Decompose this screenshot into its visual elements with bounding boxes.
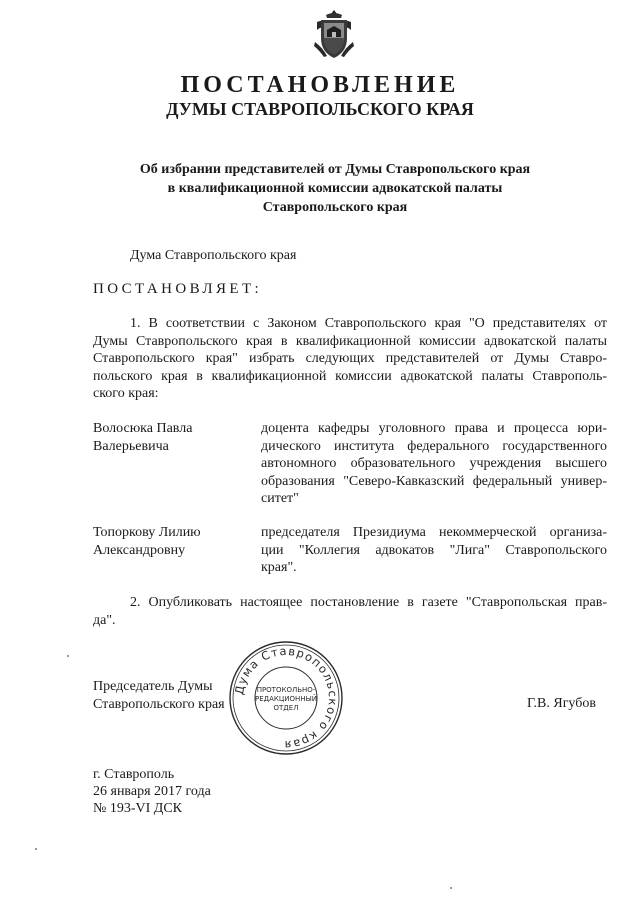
scan-speck [67,655,69,657]
paragraph-line: 2. Опубликовать настоящее постановление в газете "Ставропольская прав- [130,595,607,610]
name-line: Волосюка Павла [93,421,193,436]
stamp-center-line: ПРОТОКОЛЬНО- [256,686,316,694]
stamp-center-line: ОТДЕЛ [273,704,299,712]
representative-description [261,524,607,577]
stamp-ring-text: Дума Ставропольского края [231,643,341,753]
position-line: Председатель Думы [93,679,213,694]
paragraph-line: польского края в квалификационной комиссии адвокатской палаты Ставрополь- [93,368,607,384]
scan-speck [35,848,37,850]
name-line: Валерьевича [93,438,169,454]
description-line: ситет" [261,491,299,506]
paragraph-line: 1. В соответствии с Законом Ставропольского края "О представителях от [130,316,607,331]
paragraph-line: Ставропольского края" избрать следующих представителей от Думы Ставро- [93,351,607,366]
official-stamp [228,640,344,756]
name-line: Топоркову Лилию [93,525,201,540]
description-line: образования "Северо-Кавказский федеральный универ- [261,473,607,489]
scan-speck [450,887,452,889]
issue-date: 26 января 2017 года [93,784,211,799]
description-line: ции "Коллегия адвокатов "Лига" Ставропольского [261,542,607,558]
description-line: дического института федерального государственного [261,438,607,454]
signatory-name: Г.В. Ягубов [527,696,596,711]
subject-line: Ставропольского края [262,200,408,215]
document-subject [110,160,560,217]
decree-keyword: ПОСТАНОВЛЯЕТ: [93,281,263,297]
description-line: доцента кафедры уголовного права и процесса юри- [261,421,607,436]
issuing-body: Дума Ставропольского края [130,248,297,263]
subject-line: в квалификационной комиссии адвокатской палаты [167,181,503,196]
paragraph-line: ского края: [93,386,159,401]
coat-of-arms-icon [313,8,355,60]
document-subtitle: ДУМЫ СТАВРОПОЛЬСКОГО КРАЯ [166,99,474,119]
place-of-issue: г. Ставрополь [93,767,175,782]
paragraph-line: да". [93,612,116,628]
position-line: Ставропольского края [93,696,225,712]
representative-description [261,420,607,508]
document-number: № 193-VI ДСК [93,801,183,816]
description-line: края". [261,560,297,575]
representative-name [93,420,192,455]
paragraph-line: Думы Ставропольского края в квалификационной комиссии адвокатской палаты [93,333,607,349]
signatory-position [93,678,225,713]
representative-name [93,524,201,559]
document-title: ПОСТАНОВЛЕНИЕ [180,72,460,98]
description-line: автономного образовательного учреждения высшего [261,456,607,471]
description-line: председателя Президиума некоммерческой организа- [261,525,607,540]
paragraph-2 [93,594,607,629]
document-footer [93,766,211,817]
name-line: Александровну [93,542,186,558]
stamp-center-line: РЕДАКЦИОННЫЙ [255,695,317,703]
paragraph-1 [93,315,607,403]
subject-line: Об избрании представителей от Думы Ставропольского края [139,162,531,177]
